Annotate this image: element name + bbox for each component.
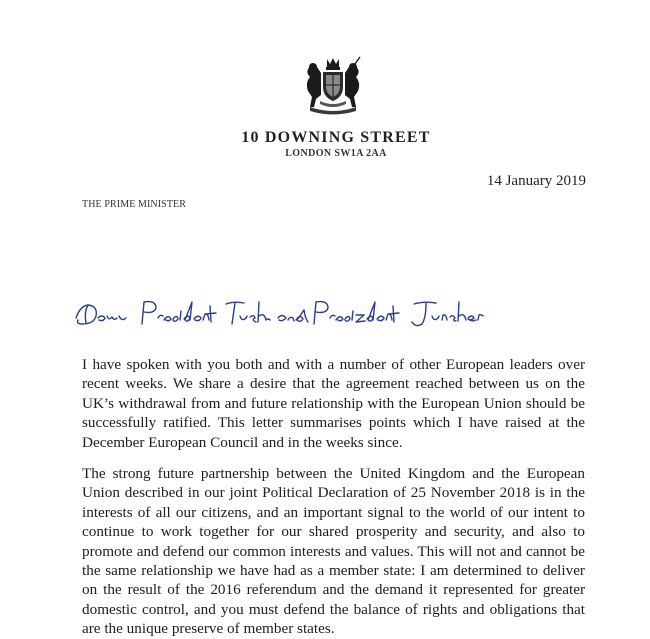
paragraph-text: I have spoken with you both and with a number of other European leaders over recent weeks. We share a desire that the agreement reached between us on the UK’s withdrawal from and future relationship with the European Union should be successfully ratified. This letter summarises points which I have raised at the December European Council and in the weeks since. xyxy=(82,356,585,451)
paragraph-text: The strong future partnership between the United Kingdom and the European Union described in our joint Political Declaration of 25 November 2018 is in the interests of all our citizens, and an important signal to the world of our intent to continue to work together for our shared prosperity and security, and also to promote and defend our common interests and values. This will not and cannot be the same relationship we have had as a member state: I am determined to deliver on the result of the 2016 referendum and the demand it represented for greater domestic control, and you must defend the balance of rights and obligations that are the unique preserve of member states. xyxy=(82,465,585,638)
handwriting-icon xyxy=(74,296,524,336)
sender-title: THE PRIME MINISTER xyxy=(82,199,187,210)
royal-coat-of-arms-icon xyxy=(302,55,364,117)
paragraph-1 xyxy=(82,355,585,452)
handwritten-salutation xyxy=(74,296,524,336)
letterhead-postcode: LONDON SW1A 2AA xyxy=(285,148,387,159)
paragraph-2 xyxy=(82,464,585,639)
letter-date: 14 January 2019 xyxy=(486,173,586,189)
letterhead-address: 10 DOWNING STREET xyxy=(241,129,431,146)
